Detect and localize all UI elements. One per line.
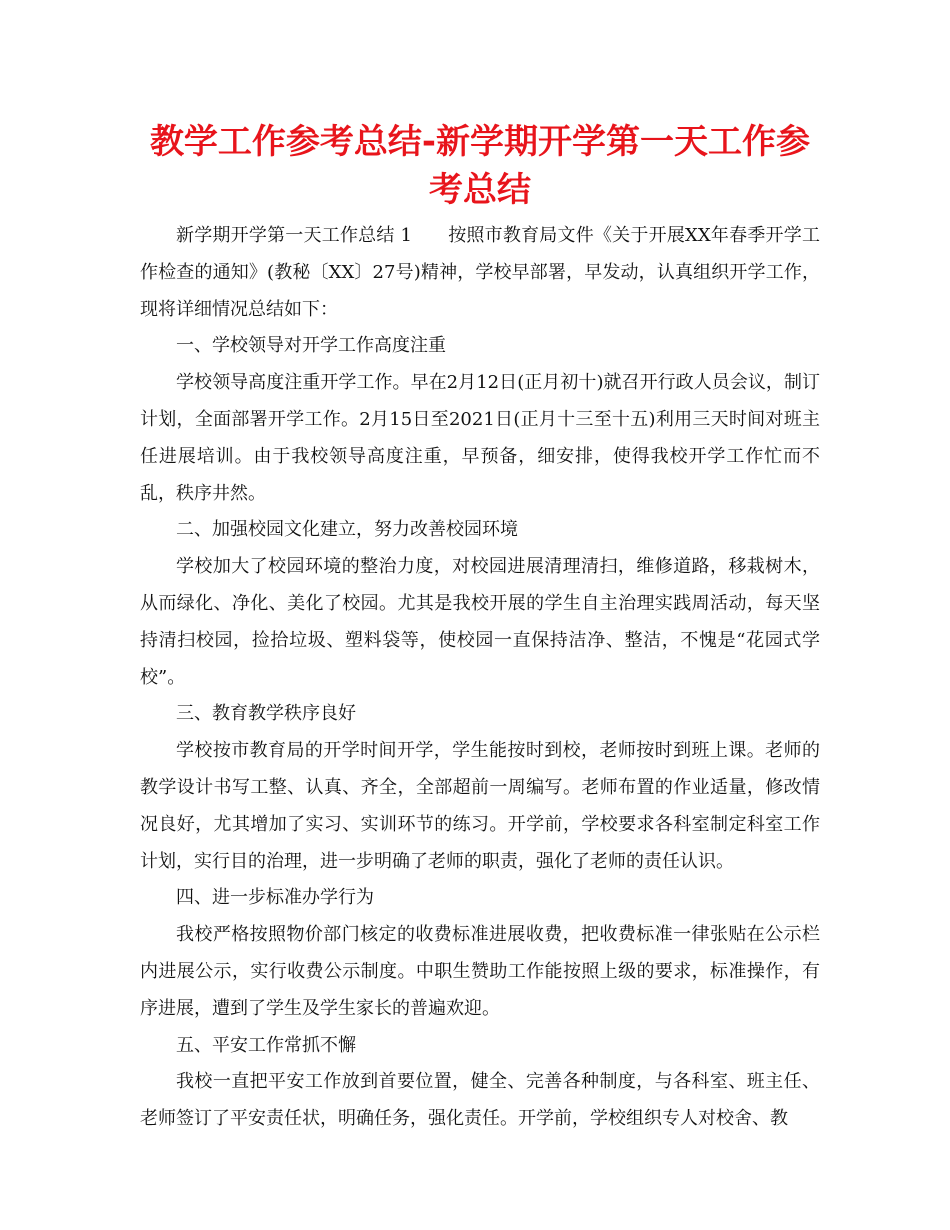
intro-heading: 新学期开学第一天工作总结 1: [176, 225, 412, 246]
intro-paragraph: [140, 218, 820, 328]
section-heading-1: 一、学校领导对开学工作高度注重: [176, 335, 446, 357]
section-paragraph-1: 学校领导高度注重开学工作。早在2月12日(正月初十)就召开行政人员会议，制订计划，全面部署开学工作。2月15日至2021日(正月十三至十五)利用三天时间对班主任进展培训。由于我校领导高度注重，早预备，细安排，使得我校开学工作忙而不乱，秩序井然。: [140, 372, 820, 504]
section-paragraph-2: 学校加大了校园环境的整治力度，对校园进展清理清扫，维修道路，移栽树木，从而绿化、净化、美化了校园。尤其是我校开展的学生自主治理实践周活动，每天坚持清扫校园，捡拾垃圾、塑料袋等，使校园一直保持洁净、整洁，不愧是“花园式学校”。: [140, 556, 820, 688]
intro-text: 按照市教育局文件《关于开展XX年春季开学工作检查的通知》(教秘〔XX〕27号)精神，学校早部署，早发动，认真组织开学工作，现将详细情况总结如下：: [140, 225, 820, 320]
section-paragraph-4: 我校严格按照物价部门核定的收费标准进展收费，把收费标准一律张贴在公示栏内进展公示，实行收费公示制度。中职生赞助工作能按照上级的要求，标准操作，有序进展，遭到了学生及学生家长的普遍欢迎。: [140, 924, 820, 1019]
section-heading-5: 五、平安工作常抓不懈: [176, 1034, 356, 1056]
section-heading-3: 三、教育教学秩序良好: [176, 703, 356, 725]
section-paragraph-3: 学校按市教育局的开学时间开学，学生能按时到校，老师按时到班上课。老师的教学设计书写工整、认真、齐全，全部超前一周编写。老师布置的作业适量，修改情况良好，尤其增加了实习、实训环节的练习。开学前，学校要求各科室制定科室工作计划，实行目的治理，进一步明确了老师的职责，强化了老师的责任认识。: [140, 740, 820, 872]
document-title: 教学工作参考总结-新学期开学第一天工作参考总结: [149, 122, 811, 210]
section-heading-2: 二、加强校园文化建立，努力改善校园环境: [176, 519, 518, 541]
document-page: [140, 118, 820, 1138]
document-body: [140, 218, 820, 1138]
section-paragraph-5: 我校一直把平安工作放到首要位置，健全、完善各种制度，与各科室、班主任、老师签订了平安责任状，明确任务，强化责任。开学前，学校组织专人对校舍、教: [140, 1071, 820, 1130]
section-heading-4: 四、进一步标准办学行为: [176, 887, 374, 909]
